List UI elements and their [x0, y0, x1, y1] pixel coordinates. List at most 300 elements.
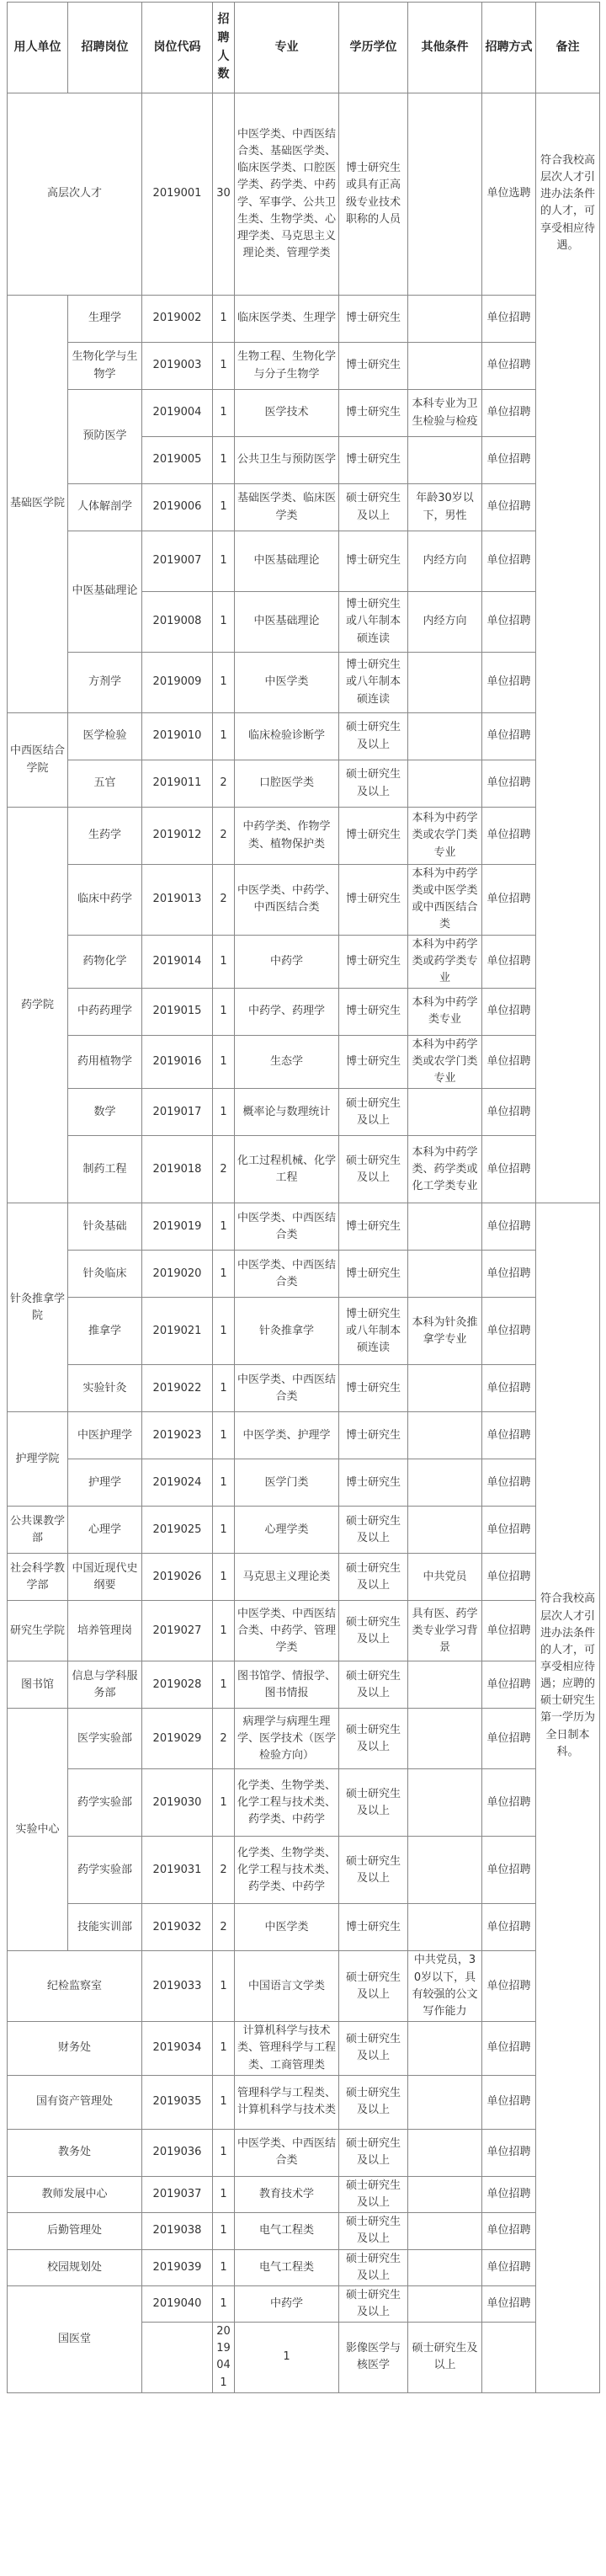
code-cell: 2019029 — [142, 1709, 213, 1769]
code-cell: 2019037 — [142, 2176, 213, 2212]
post-cell: 数学 — [68, 1089, 142, 1136]
code-cell: 2019004 — [142, 390, 213, 437]
major-cell: 马克思主义理论类 — [235, 1554, 339, 1601]
other-cell — [408, 1251, 482, 1298]
unit-cell: 财务处 — [8, 2021, 142, 2075]
code-cell: 2019017 — [142, 1089, 213, 1136]
edu-cell: 硕士研究生及以上 — [339, 2075, 408, 2129]
count-cell: 1 — [213, 2176, 235, 2212]
major-cell: 医学技术 — [235, 390, 339, 437]
table-row — [8, 93, 600, 296]
major-cell: 计算机科学与技术类、管理科学与工程类、工商管理类 — [235, 2021, 339, 2075]
code-cell: 2019012 — [142, 808, 213, 865]
table-row — [8, 1709, 600, 1769]
post-cell: 技能实训部 — [68, 1904, 142, 1951]
code-cell: 2019030 — [142, 1769, 213, 1837]
count-cell: 1 — [213, 1661, 235, 1709]
edu-cell: 硕士研究生及以上 — [339, 2285, 408, 2322]
other-cell — [408, 1661, 482, 1709]
post-cell: 生理学 — [68, 296, 142, 343]
major-cell: 中医学类、中药学、中西医结合类 — [235, 865, 339, 936]
other-cell: 中共党员 — [408, 1554, 482, 1601]
method-cell: 单位招聘 — [482, 988, 536, 1035]
other-cell — [408, 296, 482, 343]
header-method: 招聘方式 — [482, 3, 536, 93]
edu-cell: 博士研究生或八年制本硕连读 — [339, 1298, 408, 1365]
method-cell: 单位招聘 — [482, 1709, 536, 1769]
header-code: 岗位代码 — [142, 3, 213, 93]
table-row — [8, 1601, 600, 1661]
table-row — [8, 484, 600, 531]
code-cell: 2019018 — [142, 1136, 213, 1203]
method-cell: 单位招聘 — [482, 2285, 536, 2322]
table-row — [8, 296, 600, 343]
code-cell: 2019033 — [142, 1951, 213, 2022]
unit-cell: 国医堂 — [8, 2285, 142, 2392]
post-cell: 药学实验部 — [68, 1837, 142, 1904]
other-cell: 年龄30岁以下，男性 — [408, 484, 482, 531]
count-cell: 1 — [213, 2249, 235, 2285]
major-cell: 基础医学类、临床医学类 — [235, 484, 339, 531]
major-cell: 电气工程类 — [235, 2249, 339, 2285]
edu-cell: 博士研究生 — [339, 1251, 408, 1298]
method-cell: 单位招聘 — [482, 713, 536, 760]
method-cell: 单位招聘 — [482, 1089, 536, 1136]
major-cell: 化工过程机械、化学工程 — [235, 1136, 339, 1203]
table-row — [8, 2285, 600, 2322]
edu-cell: 博士研究生或八年制本硕连读 — [339, 592, 408, 653]
other-cell: 本科专业为卫生检验与检疫 — [408, 390, 482, 437]
count-cell: 30 — [213, 93, 235, 296]
major-cell: 中医学类、中西医结合类 — [235, 1365, 339, 1412]
code-cell: 2019021 — [142, 1298, 213, 1365]
table-row — [8, 2213, 600, 2249]
count-cell: 1 — [213, 1554, 235, 1601]
other-cell — [408, 2213, 482, 2249]
other-cell — [408, 2249, 482, 2285]
edu-cell: 硕士研究生及以上 — [339, 1661, 408, 1709]
other-cell: 本科为中药学类或中医学类或中西医结合类 — [408, 865, 482, 936]
post-cell: 生物化学与生物学 — [68, 343, 142, 390]
other-cell — [408, 1365, 482, 1412]
edu-cell: 博士研究生 — [339, 343, 408, 390]
major-cell: 管理科学与工程类、计算机科学与技术类 — [235, 2075, 339, 2129]
other-cell — [408, 1904, 482, 1951]
edu-cell: 硕士研究生及以上 — [339, 1709, 408, 1769]
other-cell: 内经方向 — [408, 592, 482, 653]
method-cell: 单位招聘 — [482, 865, 536, 936]
major-cell: 中医学类、中西医结合类 — [235, 2129, 339, 2176]
unit-cell: 教务处 — [8, 2129, 142, 2176]
other-cell: 本科为中药学类或农学门类专业 — [408, 1035, 482, 1088]
major-cell: 生态学 — [235, 1035, 339, 1088]
post-cell: 生药学 — [68, 808, 142, 865]
edu-cell: 硕士研究生及以上 — [339, 2129, 408, 2176]
major-cell: 公共卫生与预防医学 — [235, 437, 339, 484]
other-cell: 中共党员，30岁以下，具有较强的公文写作能力 — [408, 1951, 482, 2022]
major-cell: 中医学类 — [235, 1904, 339, 1951]
count-cell: 1 — [213, 2213, 235, 2249]
table-row — [8, 1904, 600, 1951]
code-cell: 2019002 — [142, 296, 213, 343]
post-cell: 培养管理岗 — [68, 1601, 142, 1661]
other-cell — [408, 437, 482, 484]
major-cell: 中医学类、中西医结合类、基础医学类、临床医学类、口腔医学类、药学类、中药学、军事学、公共卫生类、生物学类、心理学类、马克思主义理论类、管理学类 — [235, 93, 339, 296]
post-cell: 信息与学科服务部 — [68, 1661, 142, 1709]
major-cell: 中医基础理论 — [235, 592, 339, 653]
method-cell: 单位招聘 — [482, 1837, 536, 1904]
count-cell: 1 — [213, 1951, 235, 2022]
method-cell: 单位招聘 — [482, 1661, 536, 1709]
unit-cell: 校园规划处 — [8, 2249, 142, 2285]
major-cell: 心理学类 — [235, 1507, 339, 1554]
edu-cell: 博士研究生 — [339, 1035, 408, 1088]
count-cell: 1 — [213, 1035, 235, 1088]
other-cell — [482, 2323, 536, 2393]
major-cell: 临床检验诊断学 — [235, 713, 339, 760]
unit-cell: 社会科学教学部 — [8, 1554, 68, 1601]
other-cell: 本科为中药学类或药学类专业 — [408, 935, 482, 988]
major-cell: 针灸推拿学 — [235, 1298, 339, 1365]
unit-cell: 教师发展中心 — [8, 2176, 142, 2212]
recruitment-table — [7, 2, 600, 2393]
major-cell: 中医学类、中西医结合类、中药学、管理学类 — [235, 1601, 339, 1661]
edu-cell: 硕士研究生及以上 — [339, 2176, 408, 2212]
method-cell: 单位选聘 — [482, 93, 536, 296]
edu-cell: 硕士研究生及以上 — [339, 1601, 408, 1661]
code-cell: 2019016 — [142, 1035, 213, 1088]
header-count: 招聘人数 — [213, 3, 235, 93]
code-cell: 2019024 — [142, 1459, 213, 1507]
count-cell: 1 — [213, 1601, 235, 1661]
count-cell: 1 — [213, 1298, 235, 1365]
edu-cell: 博士研究生 — [339, 1365, 408, 1412]
major-cell: 生物工程、生物化学与分子生物学 — [235, 343, 339, 390]
code-cell: 2019019 — [142, 1203, 213, 1251]
code-cell: 2019013 — [142, 865, 213, 936]
other-cell — [408, 93, 482, 296]
edu-cell: 博士研究生 — [339, 390, 408, 437]
post-cell: 药用植物学 — [68, 1035, 142, 1088]
code-cell: 2019014 — [142, 935, 213, 988]
count-cell: 1 — [213, 1251, 235, 1298]
count-cell: 1 — [213, 1365, 235, 1412]
edu-cell: 硕士研究生及以上 — [339, 1837, 408, 1904]
unit-cell: 后勤管理处 — [8, 2213, 142, 2249]
code-cell: 2019003 — [142, 343, 213, 390]
code-cell: 2019032 — [142, 1904, 213, 1951]
count-cell: 2 — [213, 1709, 235, 1769]
other-cell — [408, 1089, 482, 1136]
unit-cell: 图书馆 — [8, 1661, 68, 1709]
code-cell: 2019036 — [142, 2129, 213, 2176]
method-cell: 单位招聘 — [482, 592, 536, 653]
code-cell: 2019015 — [142, 988, 213, 1035]
method-cell: 单位招聘 — [482, 1554, 536, 1601]
unit-cell: 中西医结合学院 — [8, 713, 68, 808]
other-cell — [408, 713, 482, 760]
other-cell — [408, 1507, 482, 1554]
method-cell: 单位招聘 — [482, 484, 536, 531]
code-cell: 2019022 — [142, 1365, 213, 1412]
note-cell: 符合我校高层次人才引进办法条件的人才，可享受相应待遇；应聘的硕士研究生第一学历为全日制本科。 — [536, 1203, 600, 2392]
count-cell: 2 — [213, 1904, 235, 1951]
major-cell: 中医学类、护理学 — [235, 1412, 339, 1459]
header-edu: 学历学位 — [339, 3, 408, 93]
other-cell: 本科为中药学类专业 — [408, 988, 482, 1035]
count-cell: 1 — [213, 531, 235, 592]
edu-cell: 博士研究生 — [339, 296, 408, 343]
edu-cell: 博士研究生 — [339, 1904, 408, 1951]
table-row — [8, 713, 600, 760]
table-row — [8, 935, 600, 988]
edu-cell: 博士研究生 — [339, 808, 408, 865]
other-cell — [408, 1769, 482, 1837]
code-cell: 2019007 — [142, 531, 213, 592]
post-cell: 中医护理学 — [68, 1412, 142, 1459]
major-cell: 中医基础理论 — [235, 531, 339, 592]
code-cell: 2019020 — [142, 1251, 213, 1298]
code-cell: 2019035 — [142, 2075, 213, 2129]
edu-cell: 硕士研究生及以上 — [339, 1951, 408, 2022]
major-cell: 中药学、药理学 — [235, 988, 339, 1035]
method-cell: 单位招聘 — [482, 1035, 536, 1088]
unit-cell: 实验中心 — [8, 1709, 68, 1951]
code-cell: 2019027 — [142, 1601, 213, 1661]
code-cell: 2019023 — [142, 1412, 213, 1459]
table-row — [8, 1365, 600, 1412]
method-cell: 单位招聘 — [482, 1904, 536, 1951]
edu-cell: 博士研究生 — [339, 1203, 408, 1251]
count-cell: 1 — [213, 988, 235, 1035]
major-cell: 影像医学与核医学 — [339, 2323, 408, 2393]
table-row — [8, 2176, 600, 2212]
edu-cell: 博士研究生或具有正高级专业技术职称的人员 — [339, 93, 408, 296]
table-row — [8, 1089, 600, 1136]
post-cell: 预防医学 — [68, 390, 142, 484]
edu-cell: 硕士研究生及以上 — [339, 1136, 408, 1203]
table-row — [8, 1769, 600, 1837]
method-cell: 单位招聘 — [482, 2021, 536, 2075]
code-cell: 2019025 — [142, 1507, 213, 1554]
post-cell: 人体解剖学 — [68, 484, 142, 531]
code-cell: 2019028 — [142, 1661, 213, 1709]
major-cell: 中医学类、中西医结合类 — [235, 1251, 339, 1298]
edu-cell: 硕士研究生及以上 — [339, 1769, 408, 1837]
edu-cell: 硕士研究生及以上 — [339, 713, 408, 760]
count-cell: 1 — [213, 1203, 235, 1251]
method-cell: 单位招聘 — [482, 1459, 536, 1507]
method-cell: 单位招聘 — [482, 1203, 536, 1251]
edu-cell: 硕士研究生及以上 — [339, 2021, 408, 2075]
table-body — [8, 93, 600, 2393]
method-cell: 单位招聘 — [482, 1951, 536, 2022]
edu-cell: 博士研究生 — [339, 1412, 408, 1459]
post-cell — [142, 2323, 213, 2393]
unit-cell: 研究生学院 — [8, 1601, 68, 1661]
edu-cell: 博士研究生 — [339, 988, 408, 1035]
count-cell: 1 — [235, 2323, 339, 2393]
major-cell: 化学类、生物学类、化学工程与技术类、药学类、中药学 — [235, 1837, 339, 1904]
other-cell — [408, 2176, 482, 2212]
method-cell: 单位招聘 — [482, 531, 536, 592]
unit-cell: 护理学院 — [8, 1412, 68, 1507]
count-cell: 1 — [213, 1507, 235, 1554]
post-cell: 中国近现代史纲要 — [68, 1554, 142, 1601]
count-cell: 1 — [213, 390, 235, 437]
table-row — [8, 988, 600, 1035]
code-cell: 2019041 — [213, 2323, 235, 2393]
table-row — [8, 1298, 600, 1365]
count-cell: 1 — [213, 653, 235, 713]
table-row — [8, 808, 600, 865]
count-cell: 1 — [213, 296, 235, 343]
code-cell: 2019040 — [142, 2285, 213, 2322]
method-cell: 单位招聘 — [482, 2129, 536, 2176]
method-cell: 单位招聘 — [482, 808, 536, 865]
table-row — [8, 865, 600, 936]
count-cell: 2 — [213, 865, 235, 936]
method-cell: 单位招聘 — [482, 2213, 536, 2249]
post-cell: 心理学 — [68, 1507, 142, 1554]
edu-cell: 硕士研究生及以上 — [339, 2213, 408, 2249]
method-cell: 单位招聘 — [482, 1136, 536, 1203]
major-cell: 中药学 — [235, 2285, 339, 2322]
major-cell: 临床医学类、生理学 — [235, 296, 339, 343]
unit-cell: 国有资产管理处 — [8, 2075, 142, 2129]
note-cell: 符合我校高层次人才引进办法条件的人才，可享受相应待遇。 — [536, 93, 600, 1203]
method-cell: 单位招聘 — [482, 653, 536, 713]
header-major: 专业 — [235, 3, 339, 93]
post-cell: 针灸基础 — [68, 1203, 142, 1251]
method-cell: 单位招聘 — [482, 390, 536, 437]
method-cell: 单位招聘 — [482, 760, 536, 808]
count-cell: 1 — [213, 2075, 235, 2129]
major-cell: 概率论与数理统计 — [235, 1089, 339, 1136]
count-cell: 1 — [213, 1089, 235, 1136]
method-cell: 单位招聘 — [482, 1412, 536, 1459]
other-cell — [408, 2285, 482, 2322]
method-cell: 单位招聘 — [482, 296, 536, 343]
method-cell: 单位招聘 — [482, 2176, 536, 2212]
other-cell — [408, 2021, 482, 2075]
other-cell — [408, 1709, 482, 1769]
post-cell: 护理学 — [68, 1459, 142, 1507]
table-row — [8, 2129, 600, 2176]
table-row — [8, 2075, 600, 2129]
unit-cell: 药学院 — [8, 808, 68, 1203]
other-cell: 本科为中药学类、药学类或化工学类专业 — [408, 1136, 482, 1203]
edu-cell: 博士研究生或八年制本硕连读 — [339, 653, 408, 713]
code-cell: 2019026 — [142, 1554, 213, 1601]
count-cell: 1 — [213, 1412, 235, 1459]
edu-cell: 博士研究生 — [339, 531, 408, 592]
post-cell: 医学检验 — [68, 713, 142, 760]
other-cell — [408, 343, 482, 390]
method-cell: 单位招聘 — [482, 2249, 536, 2285]
other-cell — [408, 2075, 482, 2129]
post-cell: 药物化学 — [68, 935, 142, 988]
other-cell — [408, 1203, 482, 1251]
other-cell: 具有医、药学类专业学习背景 — [408, 1601, 482, 1661]
count-cell: 1 — [213, 713, 235, 760]
edu-cell: 博士研究生 — [339, 935, 408, 988]
header-other: 其他条件 — [408, 3, 482, 93]
unit-cell: 基础医学院 — [8, 296, 68, 713]
unit-cell: 针灸推拿学院 — [8, 1203, 68, 1412]
table-row — [8, 1459, 600, 1507]
major-cell: 中医学类 — [235, 653, 339, 713]
other-cell: 本科为中药学类或农学门类专业 — [408, 808, 482, 865]
edu-cell: 硕士研究生及以上 — [339, 1554, 408, 1601]
table-row — [8, 531, 600, 592]
table-row — [8, 1837, 600, 1904]
count-cell: 1 — [213, 2021, 235, 2075]
count-cell: 1 — [213, 935, 235, 988]
method-cell: 单位招聘 — [482, 1769, 536, 1837]
count-cell: 1 — [213, 437, 235, 484]
edu-cell: 硕士研究生及以上 — [339, 760, 408, 808]
edu-cell: 硕士研究生及以上 — [339, 484, 408, 531]
code-cell: 2019034 — [142, 2021, 213, 2075]
edu-cell: 硕士研究生及以上 — [339, 2249, 408, 2285]
count-cell: 1 — [213, 1459, 235, 1507]
code-cell: 2019009 — [142, 653, 213, 713]
table-row — [8, 1412, 600, 1459]
edu-cell: 博士研究生 — [339, 1459, 408, 1507]
method-cell: 单位招聘 — [482, 1507, 536, 1554]
method-cell: 单位招聘 — [482, 437, 536, 484]
code-cell: 2019039 — [142, 2249, 213, 2285]
count-cell: 1 — [213, 484, 235, 531]
code-cell: 2019031 — [142, 1837, 213, 1904]
post-cell: 方剂学 — [68, 653, 142, 713]
unit-cell: 纪检监察室 — [8, 1951, 142, 2022]
post-cell: 五官 — [68, 760, 142, 808]
other-cell — [408, 1412, 482, 1459]
table-row — [8, 1035, 600, 1088]
major-cell: 中国语言文学类 — [235, 1951, 339, 2022]
major-cell: 图书馆学、情报学、图书情报 — [235, 1661, 339, 1709]
table-row — [8, 343, 600, 390]
table-row — [8, 2021, 600, 2075]
method-cell: 单位招聘 — [482, 1298, 536, 1365]
code-cell: 2019011 — [142, 760, 213, 808]
other-cell — [408, 1459, 482, 1507]
other-cell — [408, 760, 482, 808]
edu-cell: 硕士研究生及以上 — [339, 1507, 408, 1554]
code-cell: 2019001 — [142, 93, 213, 296]
major-cell: 中药学类、作物学类、植物保护类 — [235, 808, 339, 865]
table-row — [8, 1203, 600, 1251]
post-cell: 医学实验部 — [68, 1709, 142, 1769]
major-cell: 教育技术学 — [235, 2176, 339, 2212]
other-cell — [408, 653, 482, 713]
major-cell: 病理学与病理生理学、医学技术（医学检验方向） — [235, 1709, 339, 1769]
count-cell: 2 — [213, 1136, 235, 1203]
edu-cell: 硕士研究生及以上 — [339, 1089, 408, 1136]
major-cell: 中药学 — [235, 935, 339, 988]
major-cell: 口腔医学类 — [235, 760, 339, 808]
code-cell: 2019038 — [142, 2213, 213, 2249]
post-cell: 中医基础理论 — [68, 531, 142, 653]
table-row — [8, 1951, 600, 2022]
count-cell: 1 — [213, 1769, 235, 1837]
other-cell: 内经方向 — [408, 531, 482, 592]
major-cell: 电气工程类 — [235, 2213, 339, 2249]
post-cell: 制药工程 — [68, 1136, 142, 1203]
header-post: 招聘岗位 — [68, 3, 142, 93]
